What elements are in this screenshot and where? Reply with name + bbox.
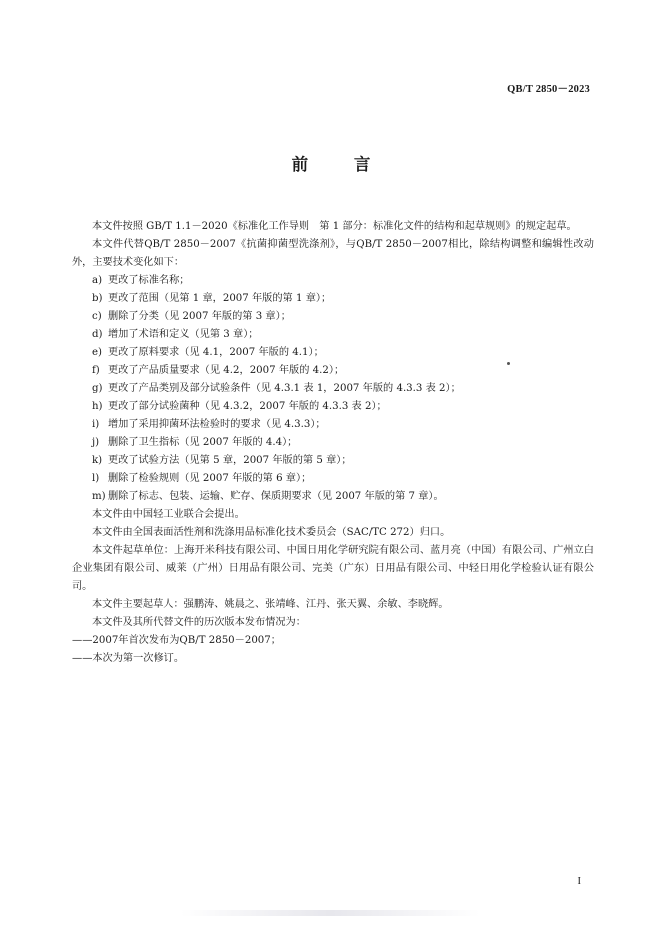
list-marker: e) xyxy=(92,347,103,358)
paragraph-history-intro: 本文件及其所代替文件的历次版本发布情况为： xyxy=(92,617,306,628)
history-item: ——本次为第一次修订。 xyxy=(72,653,185,664)
list-marker: c) xyxy=(92,311,102,322)
paragraph-managed-by: 本文件由全国表面活性剂和洗涤用品标准化技术委员会（SAC/TC 272）归口。 xyxy=(92,527,451,538)
technical-changes-list xyxy=(72,272,594,506)
list-marker: d) xyxy=(92,329,103,340)
list-item-text: 增加了采用抑菌环法检验时的要求（见 4.3.3）； xyxy=(108,419,326,430)
list-marker: g) xyxy=(92,383,103,394)
list-item xyxy=(72,380,594,398)
paragraph-drafters: 本文件主要起草人：强鹏涛、姚晨之、张靖峰、江丹、张天翼、余敏、李晓辉。 xyxy=(92,599,449,610)
paragraph-proposed-by: 本文件由中国轻工业联合会提出。 xyxy=(92,509,245,520)
list-item xyxy=(72,470,594,488)
paragraph-drafting-basis: 本文件按照 GB/T 1.1－2020《标准化工作导则 第 1 部分：标准化文件的结构和起草规则》的规定起草。 xyxy=(92,221,577,232)
list-marker: b) xyxy=(92,293,103,304)
list-item-text: 更改了范围（见第 1 章，2007 年版的第 1 章）； xyxy=(108,293,332,304)
list-item-text: 删除了卫生指标（见 2007 年版的 4.4）； xyxy=(108,437,298,448)
list-item-text: 更改了试验方法（见第 5 章，2007 年版的第 5 章）； xyxy=(108,455,352,466)
page-number: I xyxy=(577,876,581,887)
list-marker: j) xyxy=(92,437,100,448)
list-item-text: 删除了分类（见 2007 年版的第 3 章）； xyxy=(108,311,291,322)
list-item xyxy=(72,434,594,452)
standard-code: QB/T 2850－2023 xyxy=(507,84,590,95)
list-item-text: 删除了检验规则（见 2007 年版的第 6 章）； xyxy=(108,473,312,484)
list-item-text: 更改了产品类别及部分试验条件（见 4.3.1 表 1，2007 年版的 4.3.3 表 2）； xyxy=(108,383,461,394)
list-marker: i) xyxy=(92,419,100,430)
footer-scan-artifact xyxy=(180,910,480,916)
document-body xyxy=(72,218,594,668)
list-item xyxy=(72,272,594,290)
list-marker: h) xyxy=(92,401,103,412)
list-item xyxy=(72,308,594,326)
history-item: ——2007年首次发布为QB/T 2850－2007； xyxy=(72,635,281,646)
list-item-text: 更改了部分试验菌种（见 4.3.2，2007 年版的 4.3.3 表 2）； xyxy=(108,401,387,412)
list-item-text: 更改了原料要求（见 4.1，2007 年版的 4.1）； xyxy=(108,347,324,358)
list-marker: a) xyxy=(92,275,103,286)
list-marker: l) xyxy=(92,473,100,484)
list-marker: m) xyxy=(92,491,106,502)
list-item xyxy=(72,362,594,380)
list-item xyxy=(72,290,594,308)
list-item xyxy=(72,452,594,470)
paragraph-drafting-units: 本文件起草单位：上海开米科技有限公司、中国日用化学研究院有限公司、蓝月亮（中国）有限公司、广州立白企业集团有限公司、威莱（广州）日用品有限公司、完美（广东）日用品有限公司、中轻日用化学检验认证有限公司。 xyxy=(72,545,594,592)
scan-speck xyxy=(507,362,510,365)
page-title: 前 言 xyxy=(291,155,391,174)
list-item xyxy=(72,326,594,344)
list-item xyxy=(72,398,594,416)
paragraph-replacement: 本文件代替QB/T 2850－2007《抗菌抑菌型洗涤剂》，与QB/T 2850－2007相比，除结构调整和编辑性改动外，主要技术变化如下： xyxy=(72,239,594,268)
list-item xyxy=(72,488,594,506)
list-item-text: 更改了产品质量要求（见 4.2，2007 年版的 4.2）； xyxy=(108,365,345,376)
list-item-text: 更改了标准名称； xyxy=(108,275,190,286)
list-item xyxy=(72,416,594,434)
list-item-text: 删除了标志、包装、运输、贮存、保质期要求（见 2007 年版的第 7 章）。 xyxy=(108,491,444,502)
list-item xyxy=(72,344,594,362)
list-marker: k) xyxy=(92,455,103,466)
list-marker: f) xyxy=(92,365,100,376)
list-item-text: 增加了术语和定义（见第 3 章）； xyxy=(108,329,259,340)
